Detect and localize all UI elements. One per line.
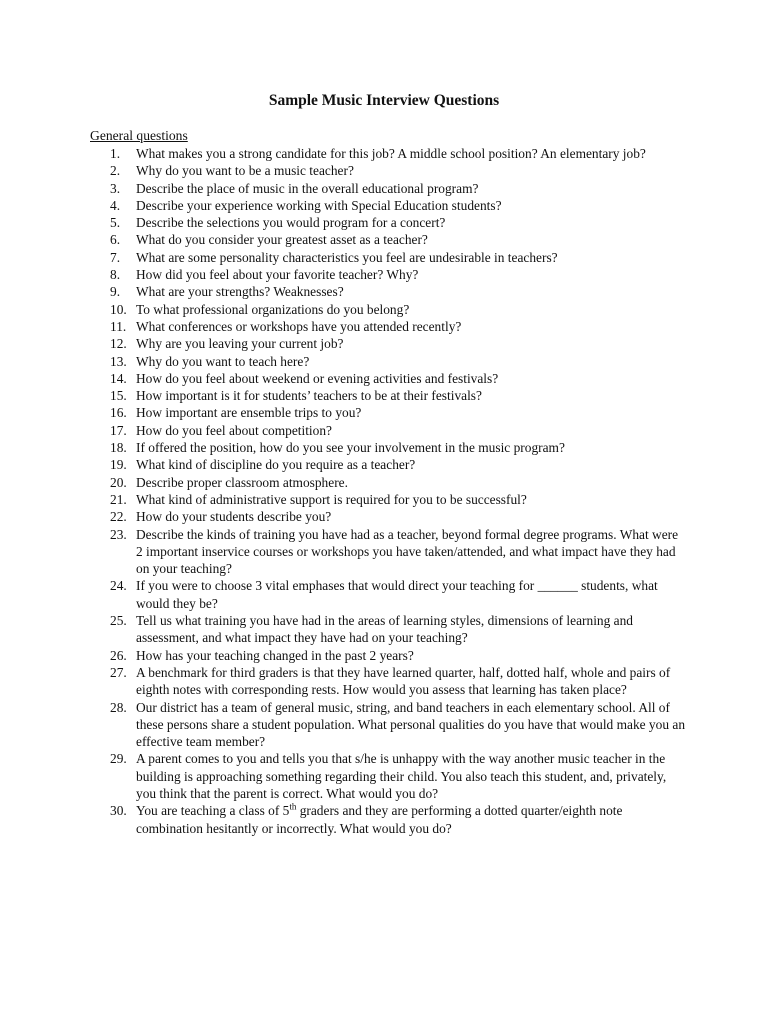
question-text: Describe the kinds of training you have had as a teacher, beyond formal degree programs. What were 2 important inservice courses or workshops you have taken/attended, and what impact have they had on your teaching?	[136, 526, 679, 577]
question-number: 4.	[110, 197, 121, 213]
question-number: 28.	[110, 699, 127, 715]
question-item	[0, 612, 686, 647]
question-number: 22.	[110, 509, 127, 525]
question-text-end: graders and they are performing a dotted quarter/eighth note combination hesitantly or incorrectly. What would you do?	[136, 803, 623, 836]
question-item	[0, 301, 686, 318]
question-list	[0, 145, 768, 837]
question-number: 2.	[110, 163, 121, 179]
question-text: Describe your experience working with Special Education students?	[136, 197, 502, 213]
question-text: How did you feel about your favorite teacher? Why?	[136, 267, 419, 283]
question-text: If you were to choose 3 vital emphases that would direct your teaching for ______ students, what would they be?	[136, 578, 658, 611]
question-number: 12.	[110, 336, 127, 352]
question-number: 29.	[110, 751, 127, 767]
question-item	[0, 197, 686, 214]
question-number: 9.	[110, 284, 121, 300]
question-number: 20.	[110, 474, 127, 490]
question-item	[0, 214, 686, 231]
question-item	[0, 664, 686, 699]
question-text: What are some personality characteristics you feel are undesirable in teachers?	[136, 249, 558, 265]
question-item	[0, 387, 686, 404]
question-item	[0, 802, 686, 837]
question-number: 13.	[110, 353, 127, 369]
question-text: What makes you a strong candidate for this job? A middle school position? An elementary job?	[136, 146, 646, 161]
question-text: What kind of administrative support is required for you to be successful?	[136, 491, 527, 507]
question-item	[0, 231, 686, 248]
question-number: 10.	[110, 301, 127, 317]
question-number: 6.	[110, 232, 121, 248]
question-number: 7.	[110, 249, 121, 265]
question-text: How important is it for students’ teachers to be at their festivals?	[136, 388, 482, 404]
question-item	[0, 283, 686, 300]
question-number: 15.	[110, 388, 127, 404]
question-number: 30.	[110, 803, 127, 819]
question-text: How has your teaching changed in the past 2 years?	[136, 647, 414, 663]
question-item	[0, 145, 686, 162]
question-item	[0, 370, 686, 387]
question-text: Describe the selections you would program for a concert?	[136, 215, 446, 231]
question-text: A parent comes to you and tells you that s/he is unhappy with the way another music teacher in the building is approaching something regarding their child. You also teach this student, and, privately, you think that the parent is correct. What would you do?	[136, 751, 667, 801]
question-item	[0, 439, 686, 456]
question-item	[0, 526, 686, 578]
question-text: How do you feel about competition?	[136, 422, 332, 438]
question-item	[0, 404, 686, 421]
question-text: Describe the place of music in the overall educational program?	[136, 180, 479, 196]
question-text: To what professional organizations do you belong?	[136, 301, 410, 317]
question-number: 16.	[110, 405, 127, 421]
question-number: 27.	[110, 664, 127, 680]
question-text	[136, 802, 686, 837]
question-item	[0, 249, 686, 266]
question-number: 8.	[110, 267, 121, 283]
question-number: 25.	[110, 613, 127, 629]
question-item	[0, 162, 686, 179]
question-text: How do your students describe you?	[136, 509, 332, 525]
page-title: Sample Music Interview Questions	[268, 92, 500, 109]
question-text: How do you feel about weekend or evening activities and festivals?	[136, 370, 499, 386]
question-item	[0, 647, 686, 664]
question-text: Why do you want to teach here?	[136, 353, 310, 369]
question-item	[0, 353, 686, 370]
question-number: 14.	[110, 370, 127, 386]
question-item	[0, 422, 686, 439]
question-text: What conferences or workshops have you attended recently?	[136, 318, 462, 334]
question-item	[0, 508, 686, 525]
question-number: 23.	[110, 526, 127, 542]
question-number: 11.	[110, 318, 127, 334]
question-number: 3.	[110, 180, 121, 196]
question-item	[0, 266, 686, 283]
question-text-start: You are teaching a class of 5	[136, 803, 290, 819]
question-text: What kind of discipline do you require as a teacher?	[136, 457, 416, 473]
question-item	[0, 577, 686, 612]
question-item	[0, 699, 686, 751]
question-item	[0, 318, 686, 335]
question-number: 17.	[110, 422, 127, 438]
question-number: 21.	[110, 491, 127, 507]
question-text: How important are ensemble trips to you?	[136, 405, 362, 421]
question-item	[0, 491, 686, 508]
question-item	[0, 335, 686, 352]
question-number: 24.	[110, 578, 127, 594]
question-item	[0, 474, 686, 491]
section-heading: General questions	[90, 128, 188, 143]
question-text: Why are you leaving your current job?	[136, 336, 344, 352]
ordinal-suffix: th	[289, 801, 297, 812]
question-text: Describe proper classroom atmosphere.	[136, 474, 348, 490]
question-number: 5.	[110, 215, 121, 231]
question-text: What are your strengths? Weaknesses?	[136, 284, 344, 300]
question-text: What do you consider your greatest asset as a teacher?	[136, 232, 428, 248]
question-text: Our district has a team of general music, string, and band teachers in each elementary school. All of these persons share a student population. What personal qualities do you have that would make you an effective team member?	[136, 699, 686, 750]
question-item	[0, 750, 686, 802]
question-text: If offered the position, how do you see your involvement in the music program?	[136, 440, 565, 456]
question-item	[0, 180, 686, 197]
question-text: Tell us what training you have had in the areas of learning styles, dimensions of learning and assessment, and what impact they have had on your teaching?	[136, 613, 633, 646]
question-number: 26.	[110, 647, 127, 663]
question-number: 18.	[110, 440, 127, 456]
question-text: Why do you want to be a music teacher?	[136, 163, 354, 179]
question-item	[0, 456, 686, 473]
question-number: 1.	[110, 146, 121, 161]
question-number: 19.	[110, 457, 127, 473]
question-text: A benchmark for third graders is that they have learned quarter, half, dotted half, whole and pairs of eighth notes with corresponding rests. How would you assess that learning has taken place?	[136, 664, 671, 698]
